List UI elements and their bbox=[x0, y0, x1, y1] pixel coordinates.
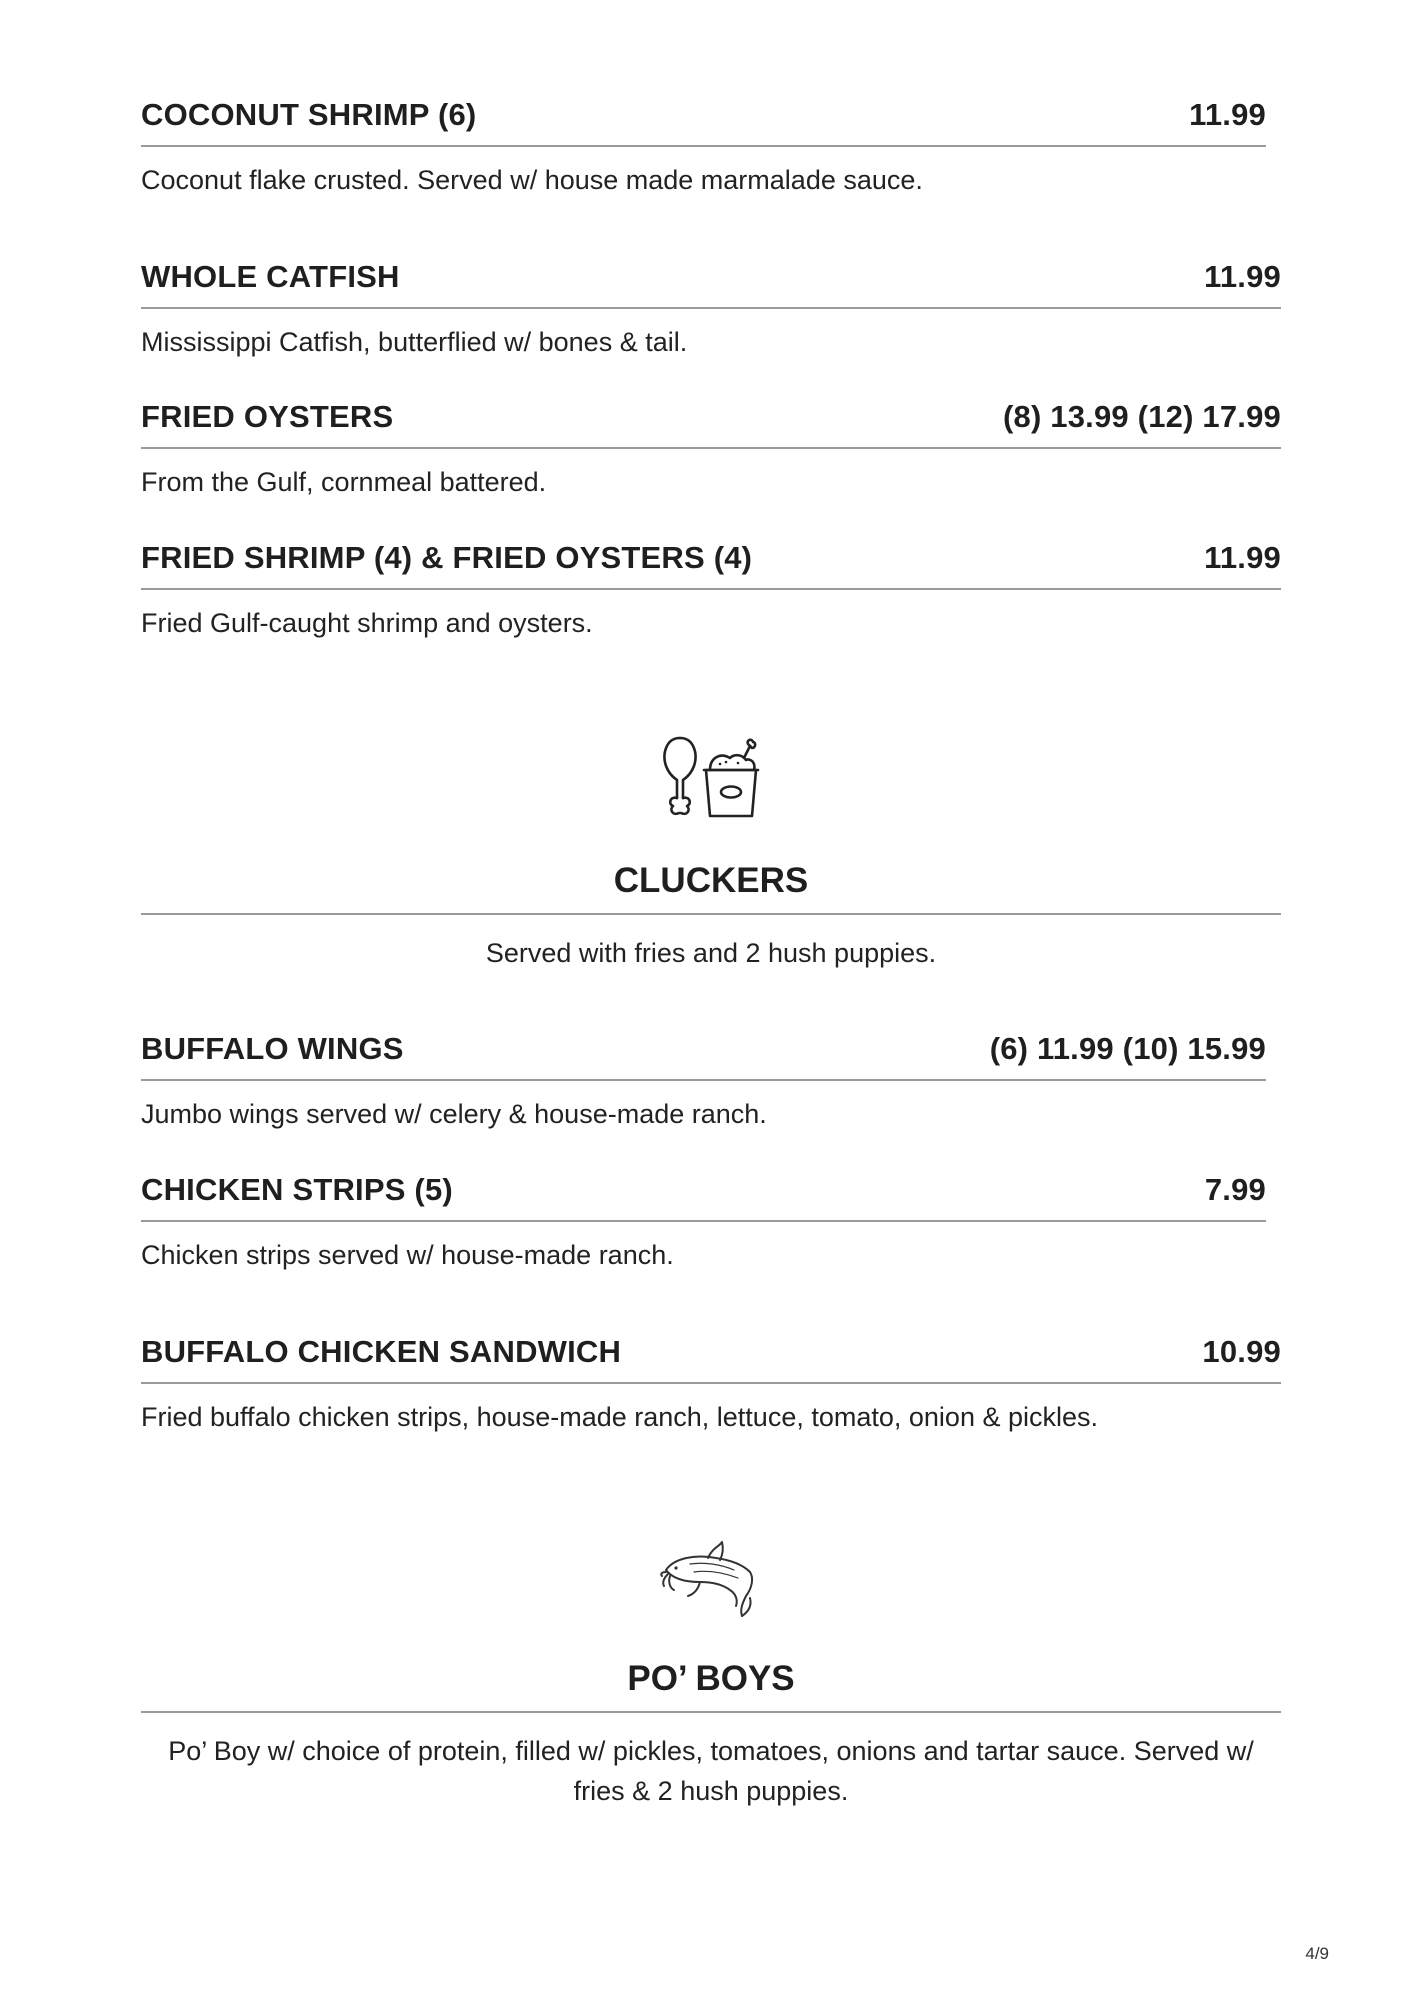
item-price: 11.99 bbox=[1204, 540, 1281, 575]
item-description: Jumbo wings served w/ celery & house-made ranch. bbox=[141, 1099, 767, 1129]
item-description: Chicken strips served w/ house-made ranch. bbox=[141, 1240, 674, 1270]
item-description: From the Gulf, cornmeal battered. bbox=[141, 467, 547, 497]
menu-item-fried-oysters bbox=[141, 399, 1281, 498]
catfish-icon bbox=[660, 1538, 760, 1620]
item-price: 10.99 bbox=[1202, 1334, 1281, 1369]
item-name: COCONUT SHRIMP (6) bbox=[141, 97, 477, 132]
section-description: Served with fries and 2 hush puppies. bbox=[485, 938, 937, 968]
item-description: Mississippi Catfish, butterflied w/ bones & tail. bbox=[141, 327, 688, 357]
item-price: (8) 13.99 (12) 17.99 bbox=[1002, 399, 1281, 434]
section-title: PO’ BOYS bbox=[141, 1659, 1281, 1713]
section-cluckers bbox=[141, 861, 1281, 973]
item-price: (6) 11.99 (10) 15.99 bbox=[989, 1031, 1266, 1066]
item-name: BUFFALO WINGS bbox=[141, 1031, 404, 1066]
menu-item-coconut-shrimp bbox=[141, 97, 1266, 196]
section-po-boys bbox=[141, 1659, 1281, 1811]
item-name: FRIED OYSTERS bbox=[141, 399, 394, 434]
item-header bbox=[141, 1031, 1266, 1081]
item-name: FRIED SHRIMP (4) & FRIED OYSTERS (4) bbox=[141, 540, 753, 575]
item-name: CHICKEN STRIPS (5) bbox=[141, 1172, 453, 1207]
page-number: 4/9 bbox=[1305, 1944, 1329, 1963]
chicken-drumstick-bucket-icon bbox=[660, 734, 760, 820]
menu-item-whole-catfish bbox=[141, 259, 1281, 358]
item-header bbox=[141, 399, 1281, 449]
item-header bbox=[141, 1334, 1281, 1384]
menu-item-chicken-strips bbox=[141, 1172, 1266, 1271]
item-header bbox=[141, 1172, 1266, 1222]
item-price: 11.99 bbox=[1204, 259, 1281, 294]
section-description: Po’ Boy w/ choice of protein, filled w/ pickles, tomatoes, onions and tartar sauce. Served w/ fries & 2 hush puppies. bbox=[168, 1736, 1254, 1806]
menu-item-buffalo-chicken-sandwich bbox=[141, 1334, 1281, 1433]
item-price: 7.99 bbox=[1204, 1172, 1266, 1207]
item-description: Fried Gulf-caught shrimp and oysters. bbox=[141, 608, 593, 638]
item-header bbox=[141, 97, 1266, 147]
item-description: Fried buffalo chicken strips, house-made ranch, lettuce, tomato, onion & pickles. bbox=[141, 1402, 1098, 1432]
item-header bbox=[141, 259, 1281, 309]
menu-item-fried-shrimp-oysters bbox=[141, 540, 1281, 639]
item-name: WHOLE CATFISH bbox=[141, 259, 400, 294]
item-description: Coconut flake crusted. Served w/ house made marmalade sauce. bbox=[141, 165, 923, 195]
item-header bbox=[141, 540, 1281, 590]
item-name: BUFFALO CHICKEN SANDWICH bbox=[141, 1334, 622, 1369]
section-title: CLUCKERS bbox=[141, 861, 1281, 915]
item-price: 11.99 bbox=[1189, 97, 1266, 132]
menu-item-buffalo-wings bbox=[141, 1031, 1266, 1130]
